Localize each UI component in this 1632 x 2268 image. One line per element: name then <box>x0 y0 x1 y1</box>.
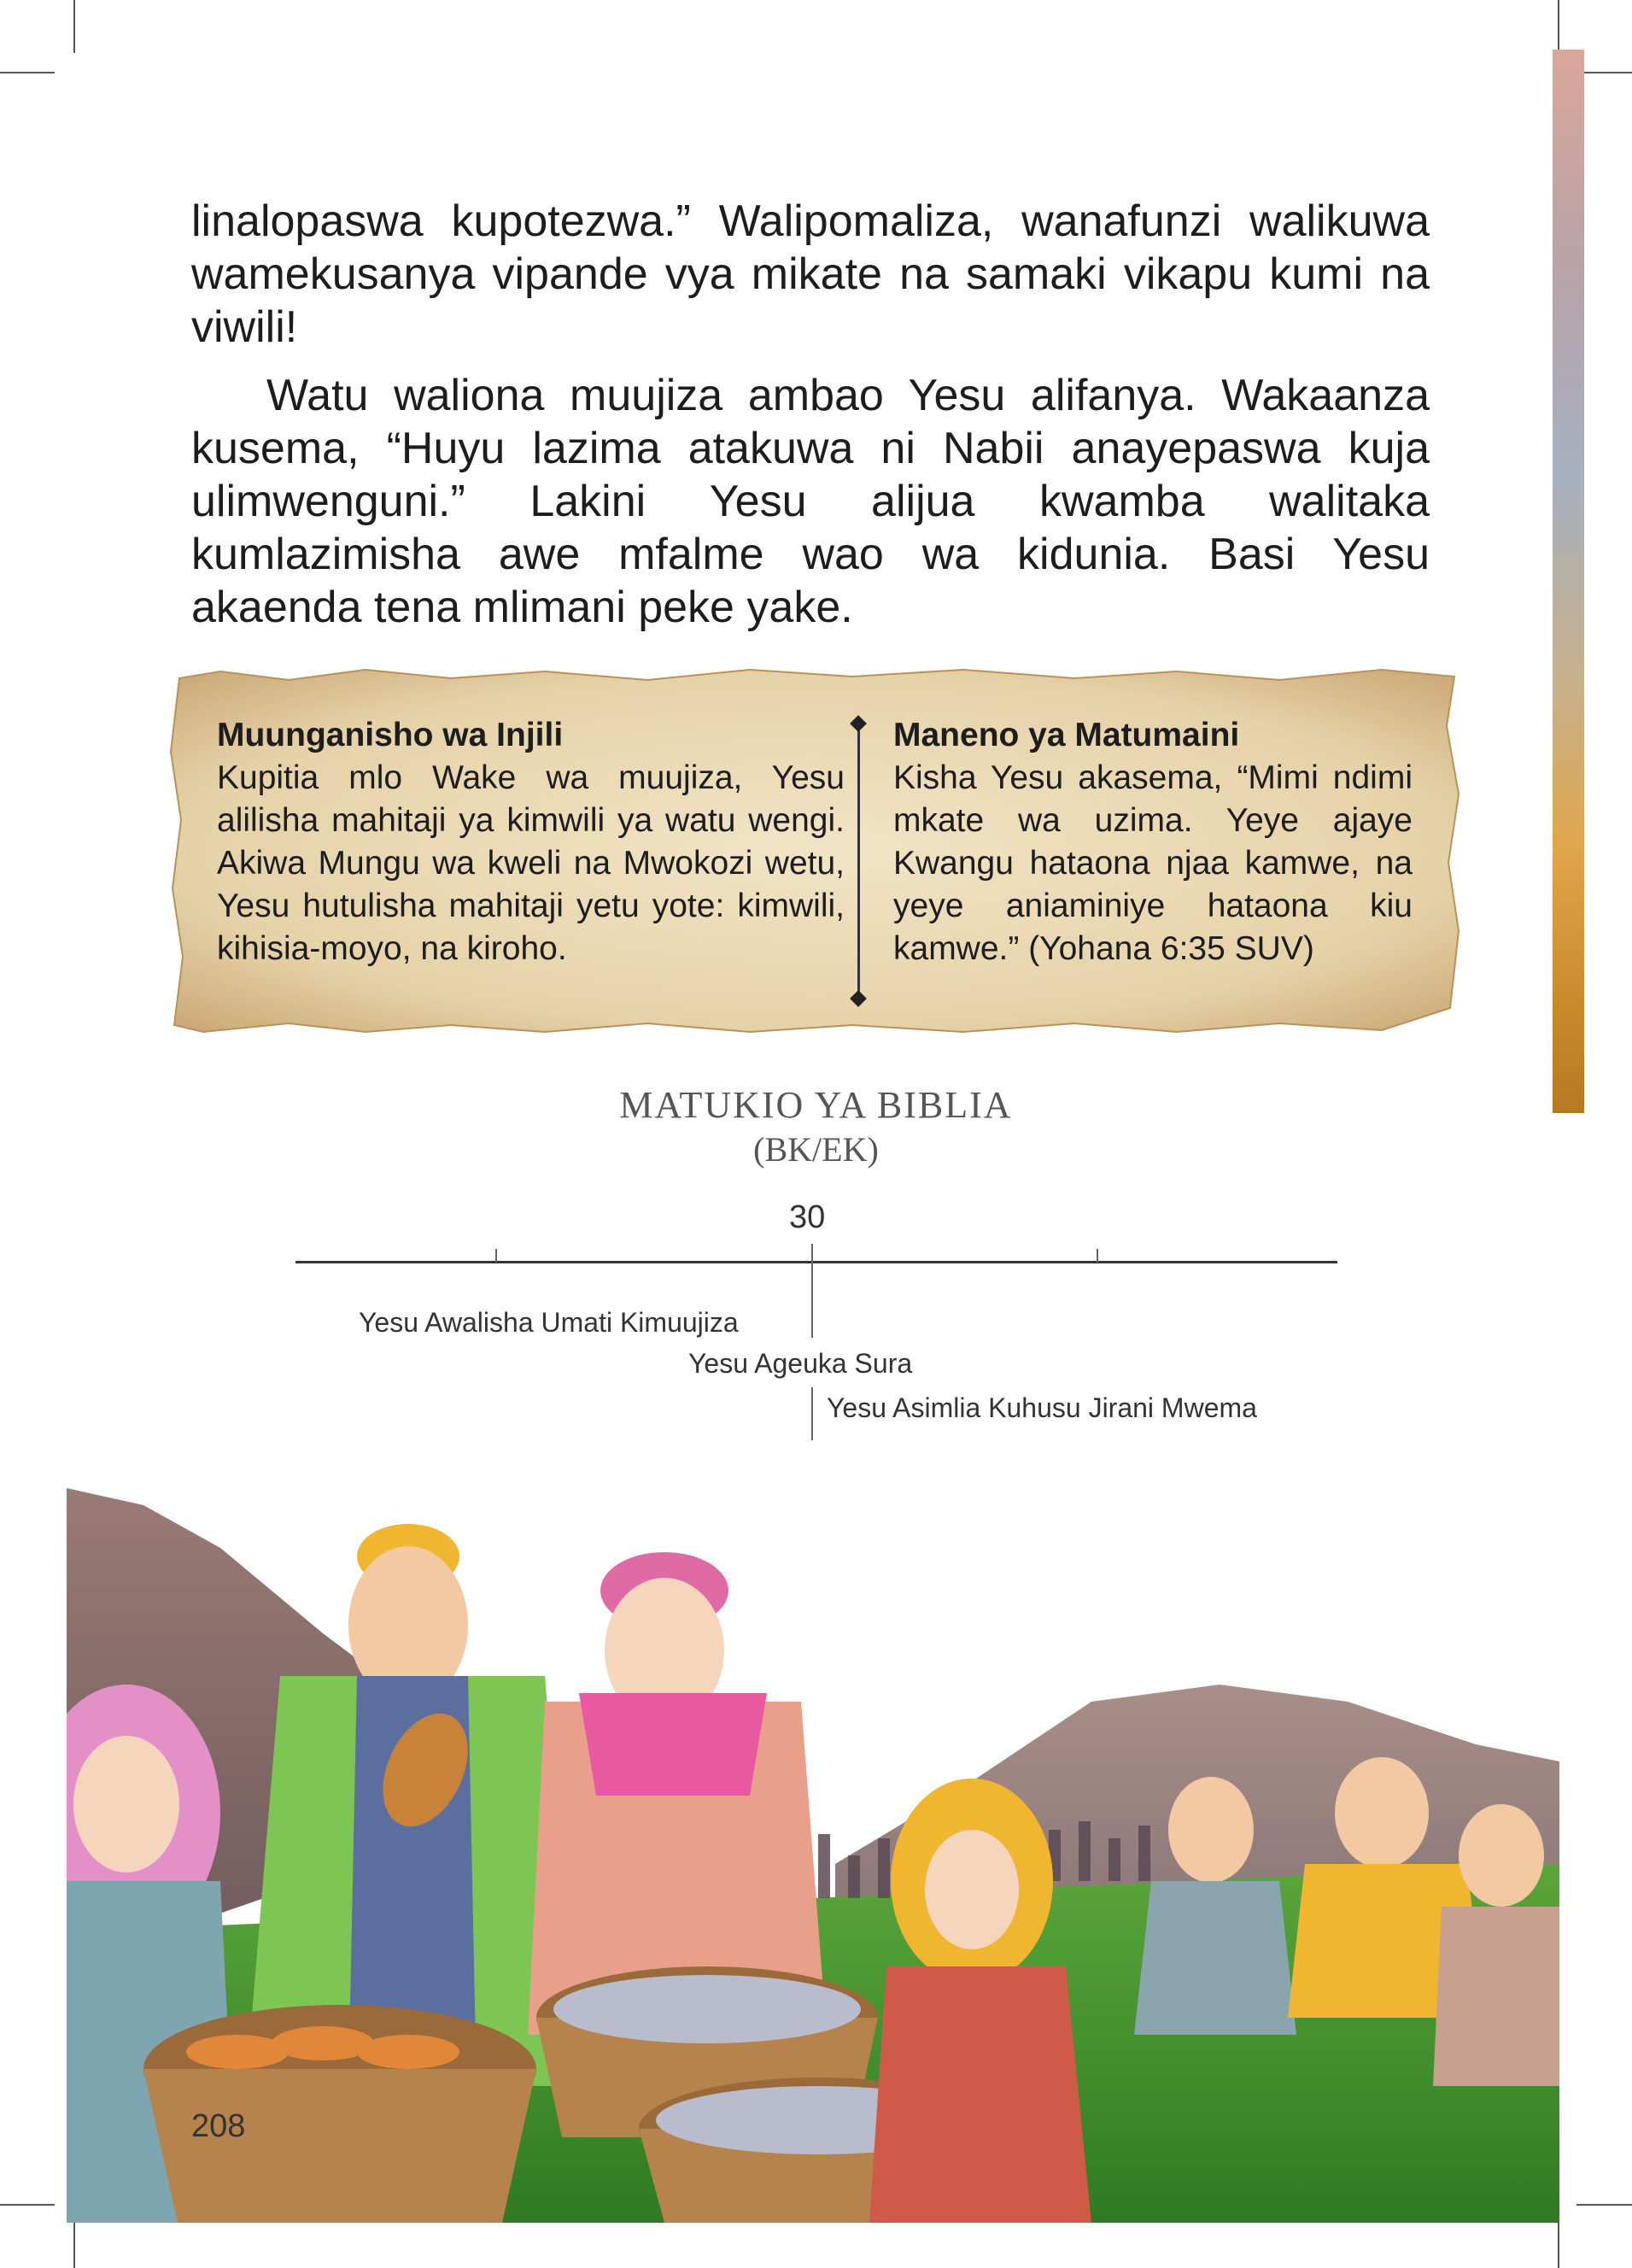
words-of-hope <box>893 714 1413 970</box>
crop-mark <box>0 2204 55 2206</box>
words-of-hope-title: Maneno ya Matumaini <box>893 717 1240 753</box>
timeline-subtitle: (BK/EK) <box>753 1130 879 1169</box>
feeding-crowd-illustration <box>67 1488 1559 2223</box>
timeline-year: 30 <box>789 1199 826 1235</box>
timeline-tick <box>495 1249 497 1263</box>
crop-mark <box>1576 2204 1632 2206</box>
timeline-title: MATUKIO YA BIBLIA <box>619 1084 1013 1126</box>
timeline-event: Yesu Asimlia Kuhusu Jirani Mwema <box>827 1392 1257 1423</box>
crop-mark <box>1576 72 1632 73</box>
timeline-event: Yesu Ageuka Sura <box>688 1348 913 1379</box>
body-paragraph-2: Watu waliona muujiza ambao Yesu alifanya. Wakaanza kusema, “Huyu lazima atakuwa ni Nabii anayepaswa kuja ulimwenguni.” Lakini Yesu alijua kwamba walitaka kumlazimisha awe mfalme wao wa kidunia. Basi Yesu akaenda tena mlimani peke yake. <box>191 371 1430 632</box>
page-number: 208 <box>191 2108 246 2144</box>
gospel-connection-title: Muunganisho wa Injili <box>217 717 564 753</box>
timeline-event: Yesu Awalisha Umati Kimuujiza <box>359 1307 739 1338</box>
gospel-connection <box>217 714 845 970</box>
crop-mark <box>1558 0 1559 53</box>
box-divider <box>857 724 860 996</box>
body-paragraph-1: linalopaswa kupotezwa.” Walipomaliza, wanafunzi walikuwa wamekusanya vipande vya mikate na samaki vikapu kumi na viwili! <box>191 196 1430 352</box>
crop-mark <box>1558 2221 1559 2268</box>
timeline-axis <box>295 1261 1337 1263</box>
timeline-event-connector <box>811 1387 813 1440</box>
crop-mark <box>73 0 75 53</box>
gospel-connection-text: Kupitia mlo Wake wa muujiza, Yesu alilisha mahitaji ya kimwili ya watu wengi. Akiwa Mungu wa kweli na Mwokozi wetu, Yesu hutulisha mahitaji yetu yote: kimwili, kihisia-moyo, na kiroho. <box>217 759 845 967</box>
crop-mark <box>73 2221 75 2268</box>
crop-mark <box>0 72 55 73</box>
bleed-strip <box>1553 50 1584 1113</box>
words-of-hope-text: Kisha Yesu akasema, “Mimi ndimi mkate wa uzima. Yeye ajaye Kwangu hataona njaa kamwe, na yeye aniaminiye hataona kiu kamwe.” (Yohana 6:35 SUV) <box>893 759 1413 967</box>
timeline-tick <box>1097 1249 1098 1263</box>
timeline-center-line <box>811 1244 813 1338</box>
